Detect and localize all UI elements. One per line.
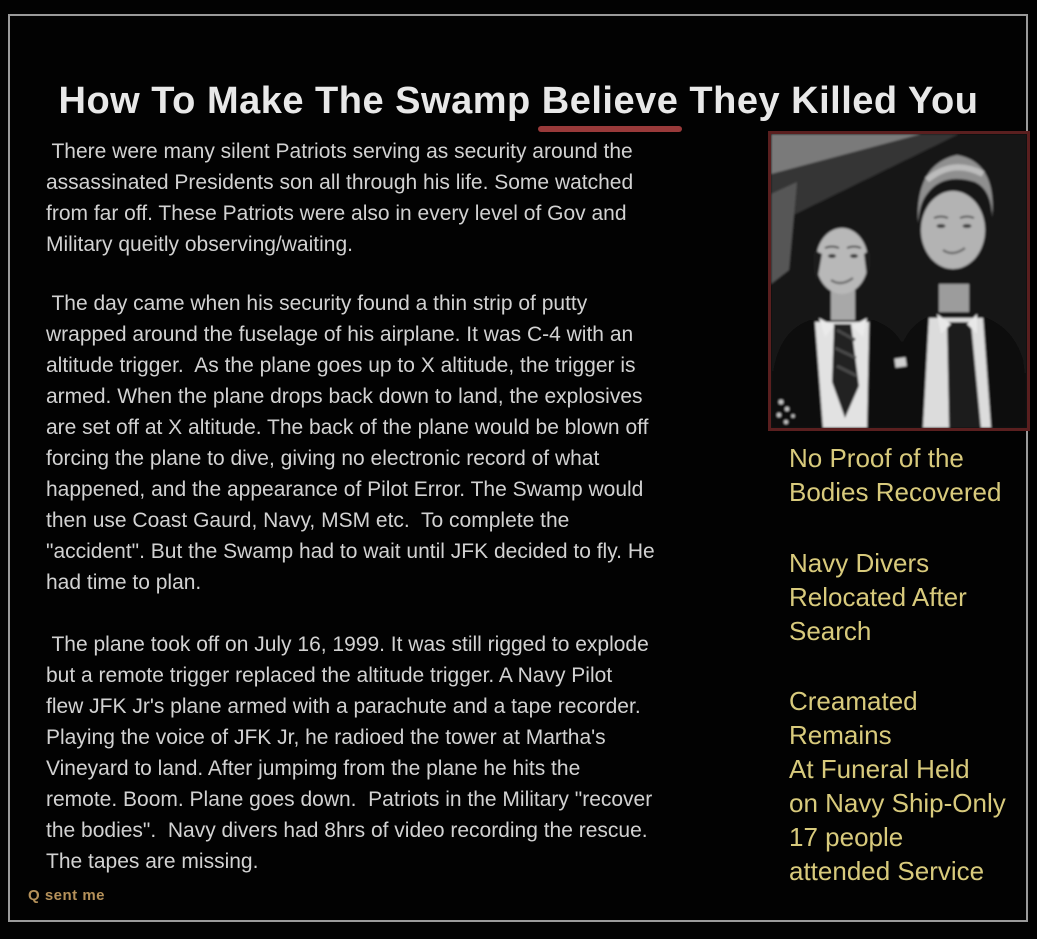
article-text: [46, 136, 771, 877]
text-line: had time to plan.: [46, 571, 202, 594]
text-line: Creamated: [789, 686, 918, 716]
text-line: Bodies Recovered: [789, 477, 1002, 507]
text-line: Relocated After: [789, 582, 967, 612]
caption-cremated-remains: [789, 684, 1035, 888]
text-line: 17 people: [789, 822, 904, 852]
page-title: [0, 80, 1037, 123]
text-line: forcing the plane to dive, giving no electronic record of what: [46, 447, 600, 470]
title-text-pre: How To Make The Swamp: [58, 80, 542, 123]
text-line: assassinated Presidents son all through his life. Some watched: [46, 171, 634, 194]
jfk-trump-photo: [771, 134, 1027, 428]
caption-no-proof: [789, 441, 1035, 509]
text-line: There were many silent Patriots serving as security around the: [46, 140, 633, 163]
text-line: on Navy Ship-Only: [789, 788, 1006, 818]
paragraph-3: [46, 629, 771, 877]
text-line: Navy Divers: [789, 548, 930, 578]
text-line: Remains: [789, 720, 892, 750]
caption-navy-divers: [789, 546, 1035, 648]
text-line: No Proof of the: [789, 443, 964, 473]
text-line: altitude trigger. As the plane goes up to X altitude, the trigger is: [46, 354, 636, 377]
paragraph-2: [46, 288, 771, 598]
text-line: from far off. These Patriots were also in every level of Gov and: [46, 202, 627, 225]
text-line: The day came when his security found a thin strip of putty: [46, 292, 588, 315]
text-line: are set off at X altitude. The back of the plane would be blown off: [46, 416, 649, 439]
text-line: flew JFK Jr's plane armed with a parachute and a tape recorder.: [46, 695, 641, 718]
text-line: wrapped around the fuselage of his airplane. It was C-4 with an: [46, 323, 634, 346]
text-line: Vineyard to land. After jumpimg from the plane he hits the: [46, 757, 581, 780]
paragraph-1: [46, 136, 771, 260]
text-line: The plane took off on July 16, 1999. It was still rigged to explode: [46, 633, 649, 656]
text-line: but a remote trigger replaced the altitude trigger. A Navy Pilot: [46, 664, 613, 687]
text-line: armed. When the plane drops back down to land, the explosives: [46, 385, 643, 408]
text-line: Search: [789, 616, 872, 646]
title-word-believe: Believe: [541, 80, 679, 123]
text-line: attended Service: [789, 856, 985, 886]
text-line: remote. Boom. Plane goes down. Patriots in the Military "recover: [46, 788, 653, 811]
text-line: the bodies". Navy divers had 8hrs of video recording the rescue.: [46, 819, 648, 842]
text-line: happened, and the appearance of Pilot Error. The Swamp would: [46, 478, 644, 501]
title-text-post: They Killed You: [678, 80, 979, 123]
text-line: At Funeral Held: [789, 754, 970, 784]
text-line: The tapes are missing.: [46, 850, 259, 873]
text-line: then use Coast Gaurd, Navy, MSM etc. To complete the: [46, 509, 570, 532]
q-signature: Q sent me: [28, 887, 106, 904]
photo-frame: [768, 131, 1030, 431]
text-line: Playing the voice of JFK Jr, he radioed the tower at Martha's: [46, 726, 606, 749]
text-line: "accident". But the Swamp had to wait until JFK decided to fly. He: [46, 540, 655, 563]
text-line: Military queitly observing/waiting.: [46, 233, 353, 256]
